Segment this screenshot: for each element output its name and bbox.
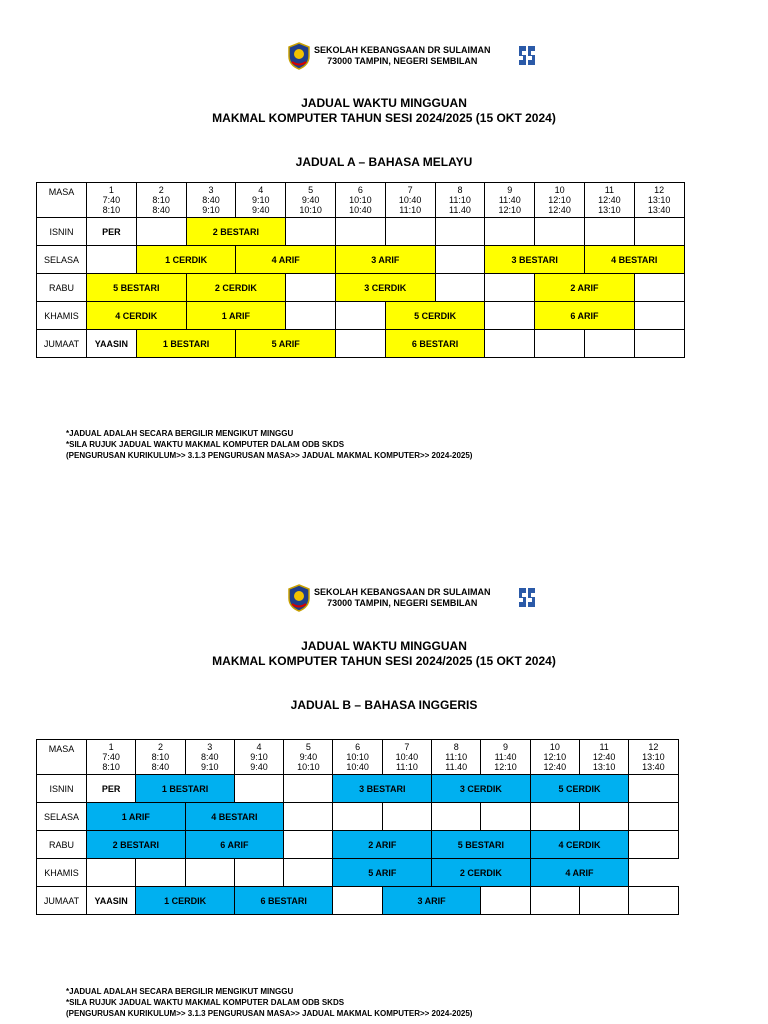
period-header: [629, 740, 678, 775]
period-end: 13:10: [598, 205, 621, 215]
day-label: RABU: [37, 831, 87, 859]
title-line-1: JADUAL WAKTU MINGGUAN: [301, 639, 467, 653]
empty-slot: [579, 803, 628, 831]
table-a-subtitle: JADUAL A – BAHASA MELAYU: [295, 155, 473, 169]
school-crest-icon: [287, 584, 311, 612]
period-num: 11: [604, 185, 615, 195]
class-slot: 4 BESTARI: [584, 246, 684, 274]
period-header: [87, 183, 137, 218]
table-row: [37, 803, 679, 831]
table-row: [37, 887, 679, 915]
period-start: 12:10: [548, 195, 571, 205]
period-header: [385, 183, 435, 218]
period-num: 4: [256, 742, 262, 752]
table-row: [37, 274, 685, 302]
class-slot: 5 BESTARI: [87, 274, 187, 302]
period-header: [136, 183, 186, 218]
period-start: 11:10: [445, 752, 468, 762]
period-start: 10:40: [395, 752, 419, 762]
empty-slot: [87, 859, 136, 887]
school-header: [287, 42, 547, 72]
empty-slot: [335, 330, 385, 358]
class-slot: 3 CERDIK: [432, 775, 531, 803]
notes-a: [66, 428, 472, 461]
class-slot: 6 BESTARI: [385, 330, 485, 358]
empty-slot: [634, 330, 684, 358]
note-line-1: *JADUAL ADALAH SECARA BERGILIR MENGIKUT MINGGU: [66, 987, 294, 996]
period-header: [435, 183, 485, 218]
period-header: [382, 740, 431, 775]
empty-slot: [136, 859, 185, 887]
notes-b: [66, 986, 472, 1019]
period-num: 10: [554, 185, 565, 195]
period-num: 11: [599, 742, 609, 752]
period-end: 9:10: [202, 205, 220, 215]
empty-slot: [535, 218, 585, 246]
period-header: [234, 740, 283, 775]
period-end: 9:40: [252, 205, 270, 215]
period-num: 3: [208, 185, 214, 195]
school-address: 73000 TAMPIN, NEGERI SEMBILAN: [327, 598, 478, 608]
period-end: 12:40: [548, 205, 571, 215]
period-end: 9:10: [200, 762, 219, 772]
table-row: [37, 246, 685, 274]
class-slot: 2 CERDIK: [186, 274, 286, 302]
title-line-1: JADUAL WAKTU MINGGUAN: [301, 96, 467, 110]
class-slot: 1 ARIF: [87, 803, 186, 831]
empty-slot: [284, 803, 333, 831]
class-slot: 2 ARIF: [333, 831, 432, 859]
class-slot: 5 CERDIK: [530, 775, 629, 803]
ministry-logo-icon: [515, 584, 539, 611]
empty-slot: [136, 218, 186, 246]
title-line-2: MAKMAL KOMPUTER TAHUN SESI 2024/2025 (15 OKT 2024): [212, 111, 556, 125]
period-start: 9:40: [299, 752, 318, 762]
period-header: [286, 183, 336, 218]
period-num: 12: [648, 742, 659, 752]
class-slot: 1 CERDIK: [136, 246, 236, 274]
empty-slot: [530, 887, 579, 915]
empty-slot: [335, 302, 385, 330]
empty-slot: [629, 803, 678, 831]
class-slot: 3 ARIF: [335, 246, 435, 274]
period-num: 5: [308, 185, 314, 195]
day-label: SELASA: [37, 803, 87, 831]
table-row: [37, 302, 685, 330]
period-num: 4: [258, 185, 264, 195]
empty-slot: [584, 218, 634, 246]
period-start: 9:40: [301, 195, 320, 205]
class-slot: 4 CERDIK: [530, 831, 629, 859]
period-header: [186, 183, 236, 218]
period-header: [584, 183, 634, 218]
empty-slot: [382, 803, 431, 831]
period-num: 2: [157, 742, 163, 752]
empty-slot: [284, 831, 333, 859]
day-label: ISNIN: [37, 775, 87, 803]
period-end: 12:10: [494, 762, 517, 772]
period-num: 5: [305, 742, 311, 752]
empty-slot: [634, 302, 684, 330]
empty-slot: [481, 887, 530, 915]
empty-slot: [333, 803, 382, 831]
class-slot: 4 ARIF: [236, 246, 336, 274]
period-header: [284, 740, 333, 775]
class-slot: 5 ARIF: [236, 330, 336, 358]
period-start: 13:10: [642, 752, 665, 762]
empty-slot: [485, 218, 535, 246]
note-line-1: *JADUAL ADALAH SECARA BERGILIR MENGIKUT MINGGU: [66, 429, 294, 438]
empty-slot: [286, 302, 336, 330]
empty-slot: [485, 302, 535, 330]
table-row: [37, 859, 679, 887]
period-start: 9:10: [252, 195, 270, 205]
empty-slot: [284, 859, 333, 887]
period-header: [579, 740, 628, 775]
page-title: [0, 96, 768, 126]
class-slot: 3 ARIF: [382, 887, 481, 915]
class-slot: 4 CERDIK: [87, 302, 187, 330]
empty-slot: [481, 803, 530, 831]
page-title: [0, 639, 768, 669]
day-label: JUMAAT: [37, 330, 87, 358]
class-slot: 1 ARIF: [186, 302, 286, 330]
period-header: [136, 740, 185, 775]
period-end: 13:40: [642, 762, 665, 772]
empty-slot: [185, 859, 234, 887]
period-num: 3: [207, 742, 213, 752]
period-end: 9:40: [250, 762, 268, 772]
empty-slot: [485, 274, 535, 302]
period-header: [481, 740, 530, 775]
period-num: 7: [407, 185, 413, 195]
empty-slot: [432, 803, 481, 831]
period-start: 11:40: [494, 752, 517, 762]
period-start: 7:40: [102, 752, 120, 762]
ministry-logo-icon: [515, 42, 539, 69]
day-label: KHAMIS: [37, 859, 87, 887]
day-label: KHAMIS: [37, 302, 87, 330]
period-end: 10:10: [299, 205, 322, 215]
special-slot: YAASIN: [87, 330, 137, 358]
period-start: 10:10: [346, 752, 369, 762]
period-end: 12:10: [498, 205, 522, 215]
school-name-block: [314, 45, 491, 67]
class-slot: 2 CERDIK: [432, 859, 531, 887]
period-start: 13:10: [647, 195, 671, 205]
table-row: [37, 831, 679, 859]
period-start: 11:10: [449, 195, 471, 205]
period-num: 8: [453, 742, 459, 752]
period-num: 8: [457, 185, 463, 195]
empty-slot: [234, 775, 283, 803]
empty-slot: [286, 218, 336, 246]
period-start: 8:40: [202, 195, 220, 205]
period-end: 12:40: [543, 762, 567, 772]
empty-slot: [584, 330, 634, 358]
class-slot: 6 ARIF: [535, 302, 635, 330]
timetable-b: [36, 739, 679, 915]
empty-slot: [335, 218, 385, 246]
period-num: 12: [654, 185, 665, 195]
empty-slot: [286, 274, 336, 302]
masa-header: MASA: [37, 740, 87, 775]
period-num: 7: [404, 742, 410, 752]
special-slot: PER: [87, 775, 136, 803]
period-end: 8:10: [102, 205, 121, 215]
class-slot: 1 CERDIK: [136, 887, 235, 915]
table-row: [37, 775, 679, 803]
period-header: [432, 740, 481, 775]
period-header: [530, 740, 579, 775]
period-num: 2: [158, 185, 164, 195]
class-slot: 3 BESTARI: [485, 246, 585, 274]
period-end: 8:10: [102, 762, 120, 772]
empty-slot: [634, 218, 684, 246]
period-num: 6: [357, 185, 363, 195]
empty-slot: [435, 274, 485, 302]
period-start: 8:40: [200, 752, 219, 762]
class-slot: 2 ARIF: [535, 274, 635, 302]
period-num: 1: [108, 742, 114, 752]
period-num: 9: [507, 185, 513, 195]
period-header: [335, 183, 385, 218]
class-slot: 3 CERDIK: [335, 274, 435, 302]
empty-slot: [435, 246, 485, 274]
empty-slot: [485, 330, 535, 358]
period-start: 9:10: [250, 752, 268, 762]
empty-slot: [535, 330, 585, 358]
school-name: SEKOLAH KEBANGSAAN DR SULAIMAN: [314, 587, 491, 597]
header-row: [37, 740, 679, 775]
class-slot: 2 BESTARI: [186, 218, 286, 246]
empty-slot: [87, 246, 137, 274]
class-slot: 3 BESTARI: [333, 775, 432, 803]
class-slot: 4 BESTARI: [185, 803, 284, 831]
empty-slot: [530, 803, 579, 831]
day-label: ISNIN: [37, 218, 87, 246]
timetable-a: [36, 182, 685, 358]
note-line-3: (PENGURUSAN KURIKULUM>> 3.1.3 PENGURUSAN MASA>> JADUAL MAKMAL KOMPUTER>> 2024-2025): [66, 1009, 473, 1018]
note-line-3: (PENGURUSAN KURIKULUM>> 3.1.3 PENGURUSAN MASA>> JADUAL MAKMAL KOMPUTER>> 2024-2025): [66, 451, 473, 460]
period-end: 8:40: [151, 762, 170, 772]
class-slot: 5 ARIF: [333, 859, 432, 887]
empty-slot: [629, 887, 678, 915]
special-slot: PER: [87, 218, 137, 246]
note-line-2: *SILA RUJUK JADUAL WAKTU MAKMAL KOMPUTER DALAM ODB SKDS: [66, 440, 345, 449]
school-header: [287, 584, 547, 614]
period-start: 8:10: [151, 752, 170, 762]
table-row: [37, 330, 685, 358]
period-header: [87, 740, 136, 775]
period-header: [185, 740, 234, 775]
period-num: 6: [355, 742, 361, 752]
period-end: 11.40: [445, 762, 468, 772]
empty-slot: [333, 887, 382, 915]
empty-slot: [284, 775, 333, 803]
class-slot: 6 ARIF: [185, 831, 284, 859]
school-name: SEKOLAH KEBANGSAAN DR SULAIMAN: [314, 45, 491, 55]
timetable-section-b: [0, 542, 768, 1024]
school-name-block: [314, 587, 491, 609]
table-row: [37, 218, 685, 246]
period-num: 1: [108, 185, 114, 195]
special-slot: YAASIN: [87, 887, 136, 915]
period-header: [236, 183, 286, 218]
period-start: 10:10: [349, 195, 372, 205]
period-num: 10: [549, 742, 560, 752]
period-start: 10:40: [398, 195, 422, 205]
period-header: [634, 183, 684, 218]
empty-slot: [234, 859, 283, 887]
period-start: 8:10: [152, 195, 170, 205]
period-start: 7:40: [102, 195, 121, 205]
period-end: 11.40: [449, 205, 471, 215]
class-slot: 1 BESTARI: [136, 775, 235, 803]
period-end: 13:10: [592, 762, 616, 772]
class-slot: 6 BESTARI: [234, 887, 333, 915]
period-end: 10:40: [349, 205, 372, 215]
note-line-2: *SILA RUJUK JADUAL WAKTU MAKMAL KOMPUTER DALAM ODB SKDS: [66, 998, 345, 1007]
header-row: [37, 183, 685, 218]
class-slot: 4 ARIF: [530, 859, 629, 887]
period-end: 8:40: [152, 205, 170, 215]
empty-slot: [435, 218, 485, 246]
day-label: RABU: [37, 274, 87, 302]
class-slot: 1 BESTARI: [136, 330, 236, 358]
period-end: 10:40: [346, 762, 369, 772]
school-address: 73000 TAMPIN, NEGERI SEMBILAN: [327, 56, 478, 66]
period-end: 11:10: [396, 762, 418, 772]
period-header: [333, 740, 382, 775]
day-label: SELASA: [37, 246, 87, 274]
period-num: 9: [503, 742, 509, 752]
period-start: 12:40: [592, 752, 616, 762]
empty-slot: [385, 218, 435, 246]
period-start: 11:40: [498, 195, 521, 205]
school-crest-icon: [287, 42, 311, 70]
empty-slot: [629, 775, 678, 803]
period-start: 12:40: [598, 195, 621, 205]
day-label: JUMAAT: [37, 887, 87, 915]
timetable-section-a: [0, 0, 768, 480]
class-slot: 5 CERDIK: [385, 302, 485, 330]
empty-slot: [629, 831, 678, 859]
empty-slot: [579, 887, 628, 915]
class-slot: 2 BESTARI: [87, 831, 186, 859]
period-end: 10:10: [297, 762, 320, 772]
period-end: 11:10: [399, 205, 422, 215]
title-line-2: MAKMAL KOMPUTER TAHUN SESI 2024/2025 (15 OKT 2024): [212, 654, 556, 668]
period-header: [485, 183, 535, 218]
period-end: 13:40: [647, 205, 671, 215]
table-b-subtitle: JADUAL B – BAHASA INGGERIS: [290, 698, 478, 712]
masa-header: MASA: [37, 183, 87, 218]
empty-slot: [634, 274, 684, 302]
class-slot: 5 BESTARI: [432, 831, 531, 859]
period-header: [535, 183, 585, 218]
period-start: 12:10: [543, 752, 567, 762]
